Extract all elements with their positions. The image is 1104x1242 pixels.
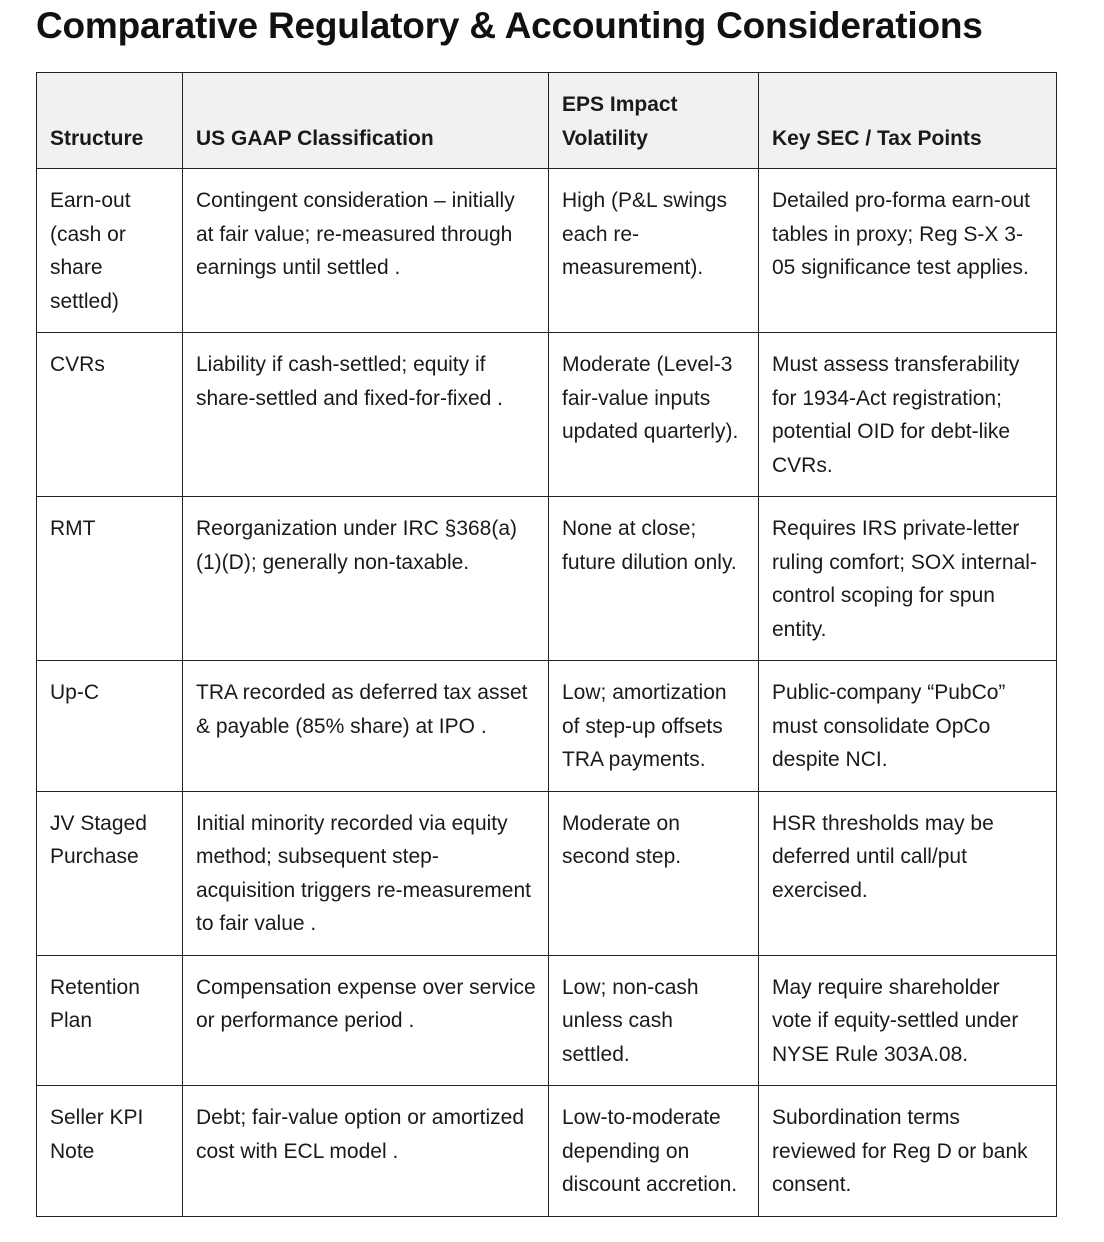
column-header-structure: Structure xyxy=(37,73,183,169)
cell-gaap-classification: TRA recorded as deferred tax asset & payable (85% share) at IPO . xyxy=(183,661,549,792)
column-header-sec-tax-points: Key SEC / Tax Points xyxy=(759,73,1057,169)
cell-gaap-classification: Reorganization under IRC §368(a)(1)(D); generally non-taxable. xyxy=(183,497,549,661)
table-header-row xyxy=(37,73,1057,169)
cell-eps-impact: Moderate on second step. xyxy=(549,791,759,955)
table-row xyxy=(37,791,1057,955)
cell-eps-impact: Low-to-moderate depending on discount accretion. xyxy=(549,1086,759,1217)
comparison-table xyxy=(36,72,1057,1217)
column-header-eps-impact: EPS Impact Volatility xyxy=(549,73,759,169)
cell-eps-impact: Low; non-cash unless cash settled. xyxy=(549,955,759,1086)
cell-sec-tax-points: HSR thresholds may be deferred until call/put exercised. xyxy=(759,791,1057,955)
cell-structure: Retention Plan xyxy=(37,955,183,1086)
cell-gaap-classification: Compensation expense over service or performance period . xyxy=(183,955,549,1086)
page-title: Comparative Regulatory & Accounting Considerations xyxy=(36,5,983,46)
cell-structure: RMT xyxy=(37,497,183,661)
cell-eps-impact: High (P&L swings each re-measurement). xyxy=(549,169,759,333)
cell-sec-tax-points: May require shareholder vote if equity-settled under NYSE Rule 303A.08. xyxy=(759,955,1057,1086)
table-row xyxy=(37,661,1057,792)
cell-structure: Seller KPI Note xyxy=(37,1086,183,1217)
cell-sec-tax-points: Subordination terms reviewed for Reg D or bank consent. xyxy=(759,1086,1057,1217)
cell-gaap-classification: Initial minority recorded via equity method; subsequent step-acquisition triggers re-measurement to fair value . xyxy=(183,791,549,955)
table-row xyxy=(37,169,1057,333)
column-header-gaap-classification: US GAAP Classification xyxy=(183,73,549,169)
table-row xyxy=(37,333,1057,497)
table-row xyxy=(37,1086,1057,1217)
cell-eps-impact: Low; amortization of step-up offsets TRA payments. xyxy=(549,661,759,792)
cell-eps-impact: Moderate (Level-3 fair-value inputs updated quarterly). xyxy=(549,333,759,497)
cell-sec-tax-points: Must assess transferability for 1934-Act registration; potential OID for debt-like CVRs. xyxy=(759,333,1057,497)
cell-structure: Up-C xyxy=(37,661,183,792)
table-row xyxy=(37,497,1057,661)
cell-gaap-classification: Debt; fair-value option or amortized cost with ECL model . xyxy=(183,1086,549,1217)
comparison-table-container xyxy=(36,72,1056,1217)
cell-eps-impact: None at close; future dilution only. xyxy=(549,497,759,661)
cell-structure: Earn-out (cash or share settled) xyxy=(37,169,183,333)
cell-sec-tax-points: Detailed pro-forma earn-out tables in proxy; Reg S-X 3-05 significance test applies. xyxy=(759,169,1057,333)
cell-structure: JV Staged Purchase xyxy=(37,791,183,955)
cell-gaap-classification: Liability if cash-settled; equity if share-settled and fixed-for-fixed . xyxy=(183,333,549,497)
cell-sec-tax-points: Requires IRS private-letter ruling comfort; SOX internal-control scoping for spun entity. xyxy=(759,497,1057,661)
cell-structure: CVRs xyxy=(37,333,183,497)
cell-sec-tax-points: Public-company “PubCo” must consolidate OpCo despite NCI. xyxy=(759,661,1057,792)
table-row xyxy=(37,955,1057,1086)
cell-gaap-classification: Contingent consideration – initially at fair value; re-measured through earnings until settled . xyxy=(183,169,549,333)
